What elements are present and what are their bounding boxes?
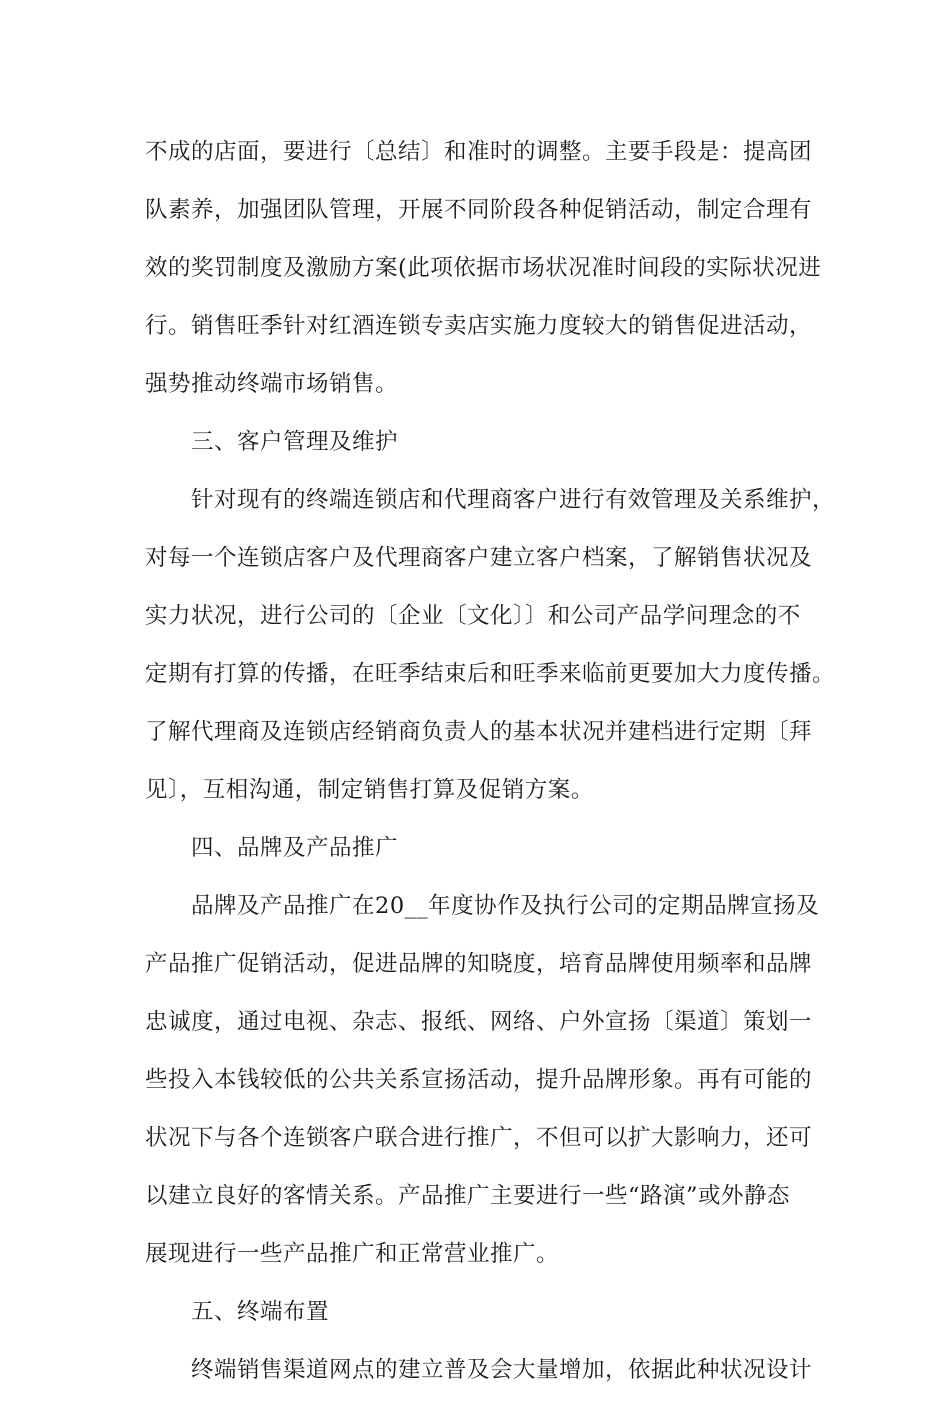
paragraph-line: 对每一个连锁店客户及代理商客户建立客户档案，了解销售状况及: [145, 545, 813, 571]
paragraph-line: 行。销售旺季针对红酒连锁专卖店实施力度较大的销售促进活动，: [145, 313, 813, 339]
paragraph-line: 效的奖罚制度及激励方案(此项依据市场状况准时间段的实际状况进: [145, 255, 822, 281]
section-heading-customer-management: 三、客户管理及维护: [191, 429, 399, 455]
paragraph-line: 展现进行一些产品推广和正常营业推广。: [145, 1241, 560, 1267]
paragraph-line: 了解代理商及连锁店经销商负责人的基本状况并建档进行定期〔拜: [145, 719, 813, 745]
paragraph-line: 忠诚度，通过电视、杂志、报纸、网络、户外宣扬〔渠道〕策划一: [145, 1009, 813, 1035]
paragraph-line: 品牌及产品推广在20__年度协作及执行公司的定期品牌宣扬及: [191, 893, 820, 919]
paragraph-line: 状况下与各个连锁客户联合进行推广，不但可以扩大影响力，还可: [145, 1125, 813, 1151]
paragraph-line: 些投入本钱较低的公共关系宣扬活动，提升品牌形象。再有可能的: [145, 1067, 813, 1093]
paragraph-line: 队素养，加强团队管理，开展不同阶段各种促销活动，制定合理有: [145, 197, 813, 223]
paragraph-line: 终端销售渠道网点的建立普及会大量增加，依据此种状况设计: [191, 1357, 813, 1383]
paragraph-line: 实力状况，进行公司的〔企业〔文化〕〕和公司产品学问理念的不: [145, 603, 801, 629]
section-heading-terminal-layout: 五、终端布置: [191, 1299, 330, 1325]
document-page: [145, 130, 836, 1406]
paragraph-line: 针对现有的终端连锁店和代理商客户进行有效管理及关系维护，: [191, 487, 836, 513]
paragraph-line: 定期有打算的传播，在旺季结束后和旺季来临前更要加大力度传播。: [145, 661, 836, 687]
paragraph-line: 不成的店面，要进行〔总结〕和准时的调整。主要手段是：提高团: [145, 139, 813, 165]
paragraph-line: 产品推广促销活动，促进品牌的知晓度，培育品牌使用频率和品牌: [145, 951, 813, 977]
paragraph-line: 强势推动终端市场销售。: [145, 371, 399, 397]
paragraph-line: 见〕，互相沟通，制定销售打算及促销方案。: [145, 777, 594, 803]
paragraph-line: 以建立良好的客情关系。产品推广主要进行一些“路演”或外静态: [145, 1183, 791, 1209]
section-heading-brand-promotion: 四、品牌及产品推广: [191, 835, 399, 861]
